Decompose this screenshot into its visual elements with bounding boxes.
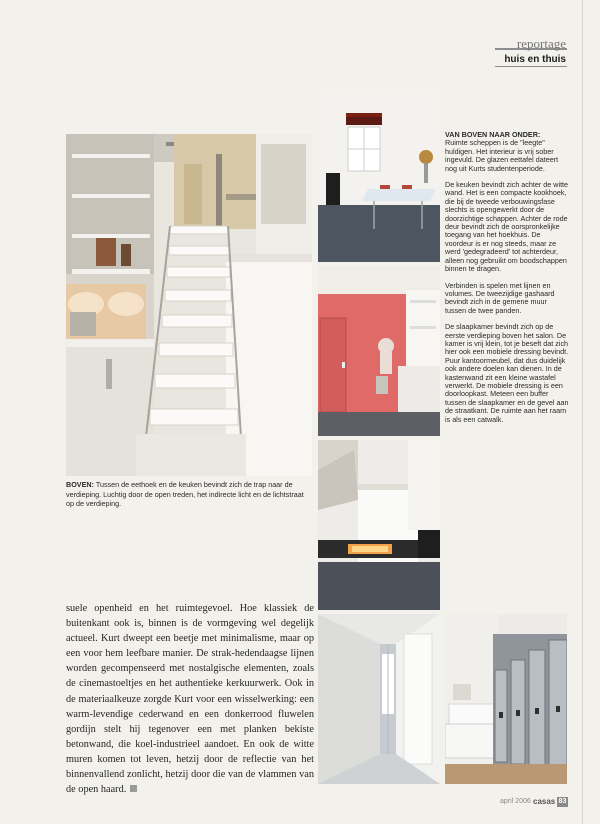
article-body-text: suele openheid en het ruimtegevoel. Hoe klassiek de buitenkant ook is, binnen is de vormgeving wel degelijk actueel. Kurt dweept een beetje met minimalisme, maar op een voor hem leefbare manier. De strak-hedendaagse lijnen worden gecompenseerd met nostalgische elementen, zoals de cinemastoeltjes en het authentieke kerkuurwerk. Ook in de materiaalkeuze zorgde Kurt voor een wisselwerking: een warm-levendige cederwand en een donkerrood fluwelen gordijn stelt hij tegenover een met planken bekiste betonwand, die koel-industrieel aandoet. En ook de witte muren komen tot leven, hetzij door de reflectie van het binnenvallend zonlicht, hetzij door die van de vlammen van de open haard. (66, 603, 314, 796)
page-footer (500, 798, 570, 810)
photo-captions-column (445, 131, 569, 432)
caption-fireplace: Verbinden is spelen met lijnen en volumes. De tweezijdige gashaard bevindt zich in de gemene muur tussen de twee panden. (445, 280, 555, 315)
footer-date: april 2006 (500, 798, 531, 805)
caption-staircase (66, 480, 312, 509)
photo-bedroom (445, 614, 567, 784)
caption-kitchen: De keuken bevindt zich achter de witte wand. Het is een compacte kookhoek, die bij de tweede verbouwingsfase slechts is opengewerkt door de doorzichtige schappen. Achter de rode deur bevindt zich de oorspronkelijke toegang van het hoekhuis. De voordeur is er nog steeds, maar ze werd 'gedegradeerd' tot achterdeur, alleen nog gebruikt om boodschappen binnen te dragen. (445, 180, 569, 274)
photo-staircase (66, 134, 312, 476)
caption-dining: Ruimte scheppen is de "leegte" huldigen. Het interieur is vrij sober ingevuld. De glazen eettafel dateert nog uit Kurts studentenperiode. (445, 138, 559, 173)
caption-staircase-label: BOVEN: (66, 480, 94, 489)
caption-bedroom: De slaapkamer bevindt zich op de eerste verdieping boven het salon. De kamer is vrij klein, tot je beseft dat zich hier ook een mobiele dressing bevindt. Puur kantoormeubel, dat dus duidelijk ook andere doelen kan dienen. In de kastenwand zit een kleine wastafel verwerkt. De mobiele dressing is een doorloopkast. Meteen een buffer tussen de slaapkamer en de gevel aan de straatkant. De ruimte aan het raam is als een catwalk. (445, 322, 569, 424)
section-sublabel: huis en thuis (504, 54, 566, 65)
header-rule-bottom (495, 66, 567, 67)
page-spine (582, 0, 583, 824)
caption-heading: VAN BOVEN NAAR ONDER: (445, 130, 541, 139)
end-mark (130, 785, 137, 792)
photo-dining-room (318, 93, 440, 262)
photo-red-wall (318, 266, 440, 436)
photo-fireplace (318, 440, 440, 610)
article-body (66, 601, 314, 797)
section-label: reportage (516, 36, 566, 51)
caption-staircase-text: Tussen de eethoek en de keuken bevindt zich de trap naar de verdieping. Luchtig door de open treden, het indirecte licht en de lichtstraat op de verdieping. (66, 480, 304, 509)
footer-magazine: casas (533, 797, 556, 806)
photo-hallway (318, 614, 440, 784)
page-number: 83 (558, 798, 567, 805)
